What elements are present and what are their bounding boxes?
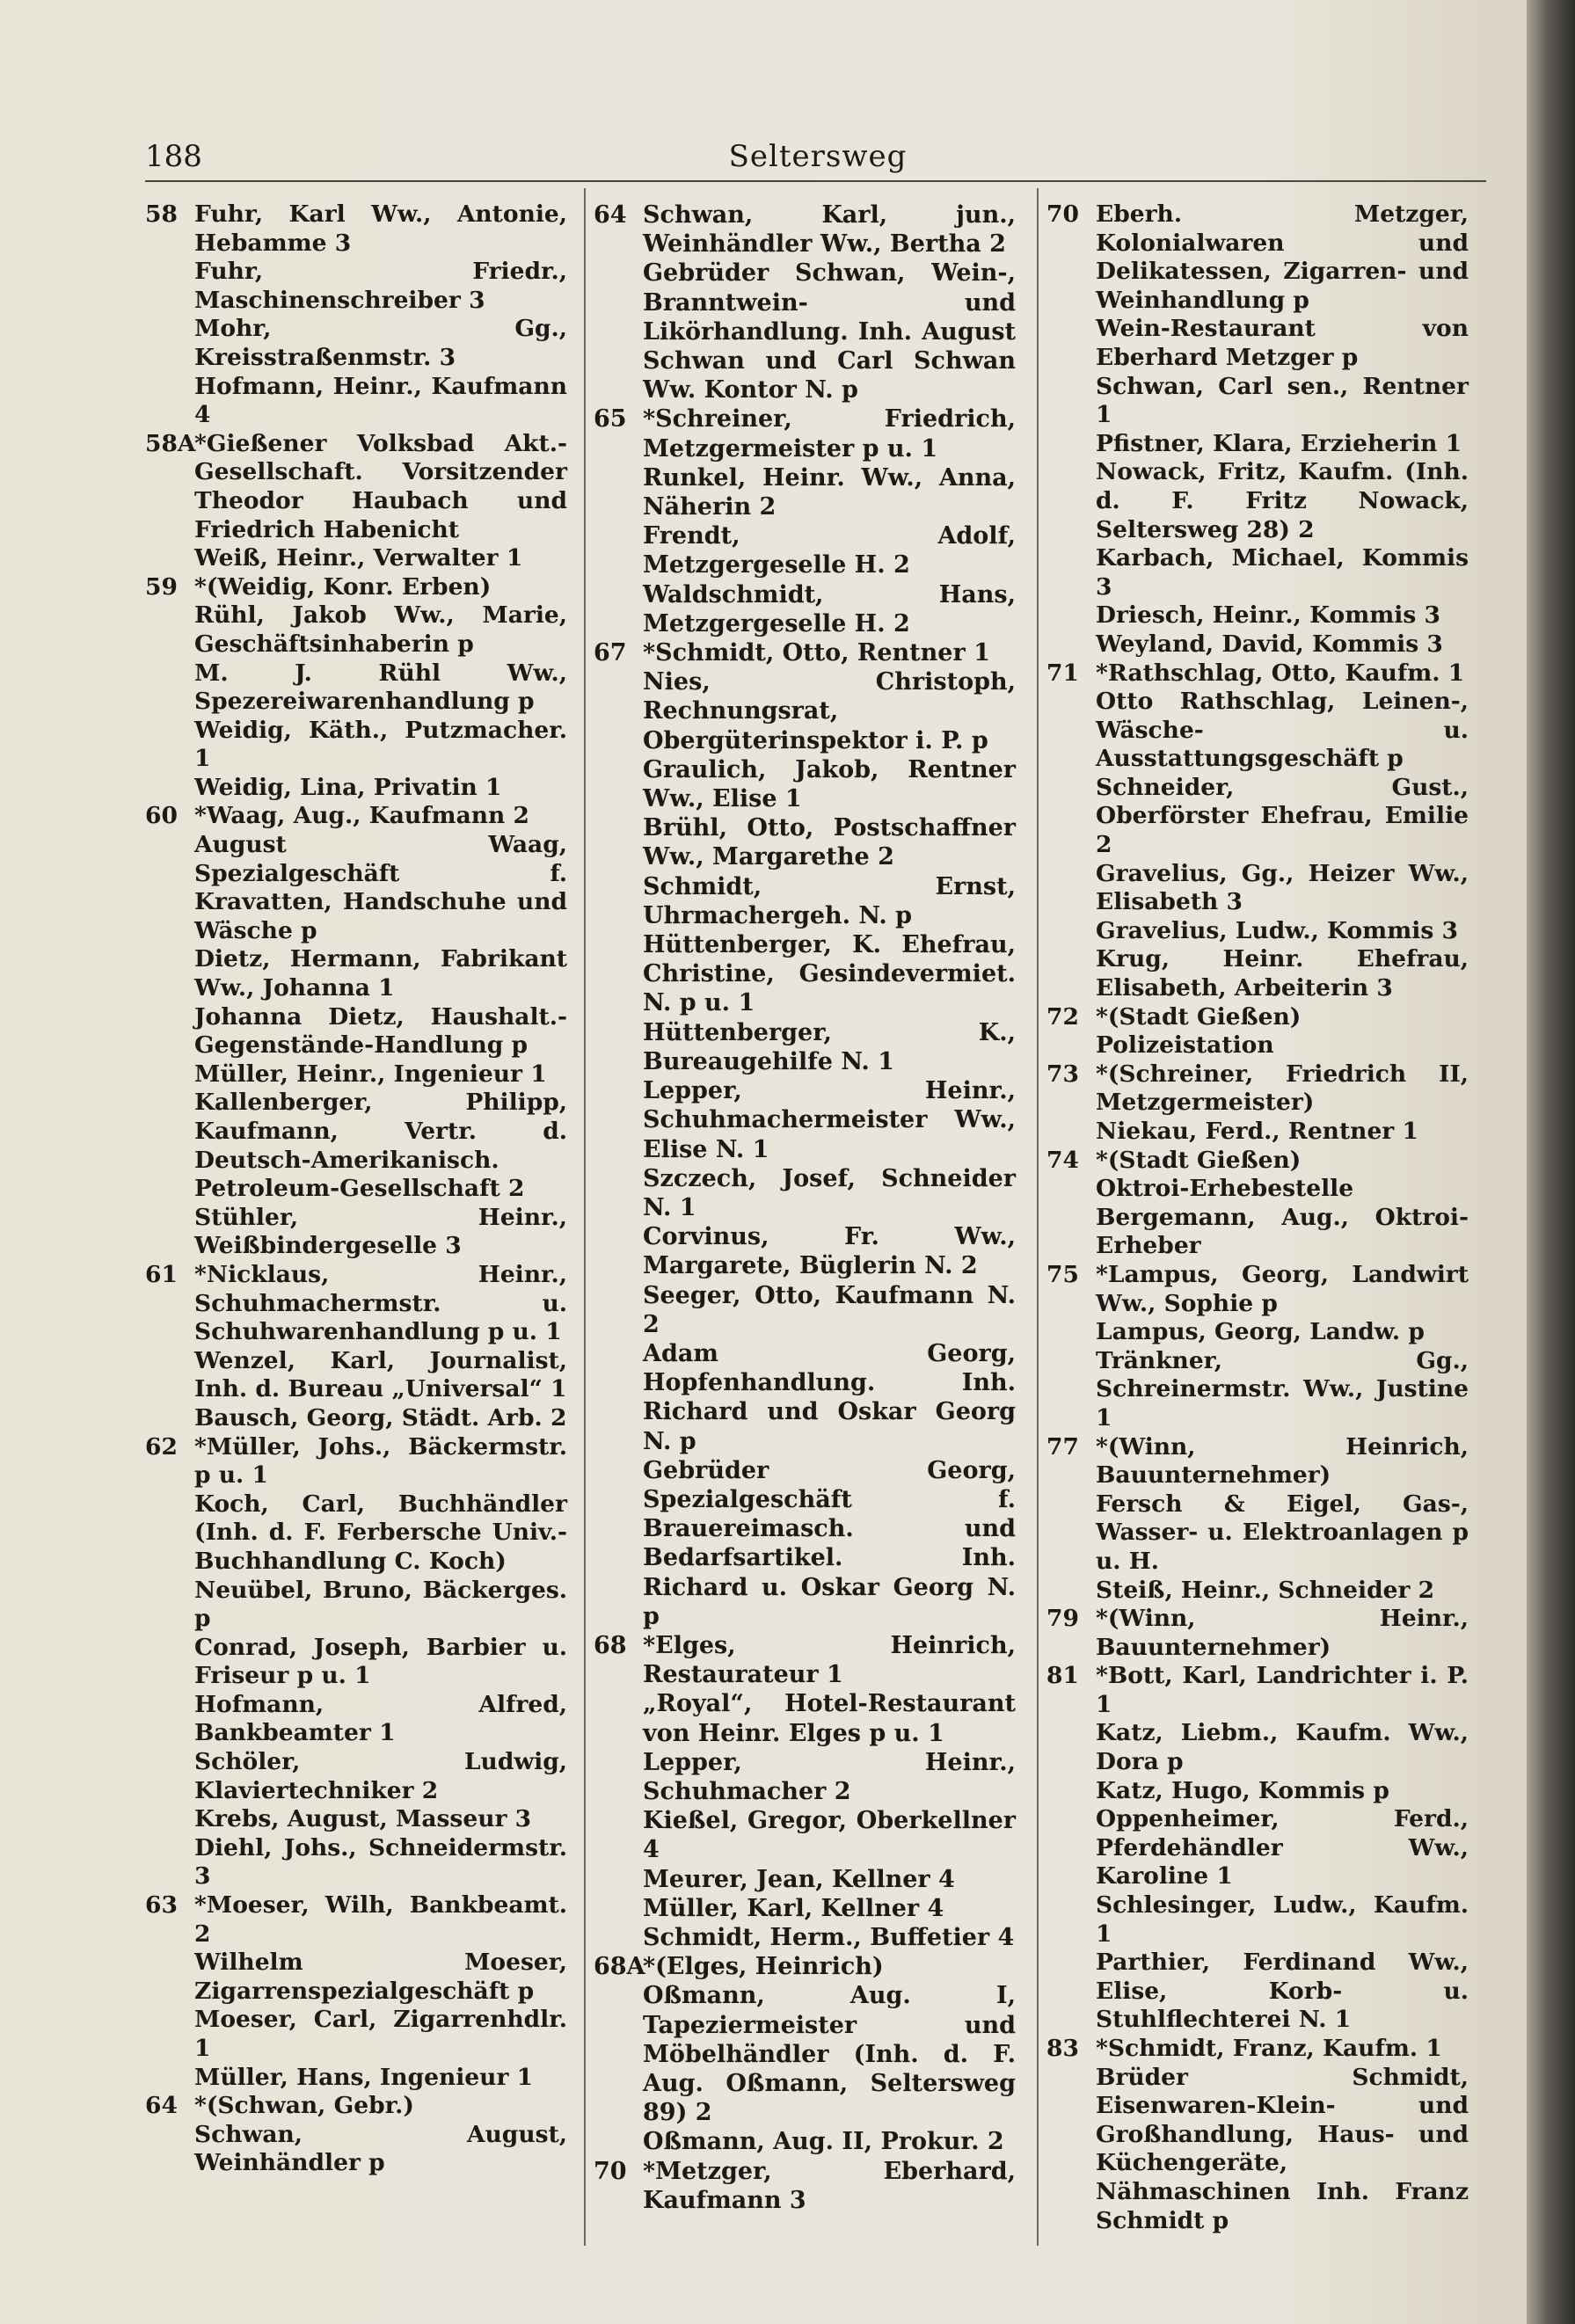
entry-text: Schneider, Gust., Oberförster Ehefrau, Emilie 2 xyxy=(1096,773,1469,859)
entry-text: Schmidt, Herm., Buffetier 4 xyxy=(643,1923,1015,1951)
entry-text: Krebs, August, Masseur 3 xyxy=(194,1805,532,1833)
house-number: 67 xyxy=(594,639,627,667)
house-number: 59 xyxy=(145,572,178,601)
directory-entry xyxy=(145,1003,567,1060)
entry-text: Johanna Dietz, Haushalt.-Gegenstände-Handlung p xyxy=(194,1002,567,1060)
entry-text: Adam Georg, Hopfenhandlung. Inh. Richard und Oskar Georg N. p xyxy=(643,1339,1016,1455)
directory-entry xyxy=(594,638,1016,667)
directory-entry xyxy=(1046,200,1469,315)
directory-entry xyxy=(594,521,1016,579)
directory-entry xyxy=(1046,1347,1469,1433)
house-number: 77 xyxy=(1046,1432,1079,1461)
directory-entry xyxy=(594,813,1016,871)
entry-text: Conrad, Joseph, Barbier u. Friseur p u. 1 xyxy=(194,1633,567,1690)
entry-text: Oppenheimer, Ferd., Pferdehändler Ww., Karoline 1 xyxy=(1096,1805,1469,1891)
column-divider xyxy=(1037,188,1039,2246)
directory-entry xyxy=(145,2121,567,2178)
directory-entry xyxy=(145,1433,567,1490)
entry-text: Gebrüder Schwan, Wein-, Branntwein- und Likörhandlung. Inh. August Schwan und Carl Schwan Ww. Kontor N. p xyxy=(643,259,1016,404)
house-number: 73 xyxy=(1046,1060,1079,1088)
directory-entry xyxy=(594,1952,1016,1981)
directory-entry xyxy=(1046,373,1469,430)
directory-entry xyxy=(1046,1605,1469,1662)
entry-text: Meurer, Jean, Kellner 4 xyxy=(643,1865,955,1893)
directory-entry xyxy=(1046,1175,1469,1204)
directory-entry xyxy=(1046,1577,1469,1606)
house-number: 74 xyxy=(1046,1146,1079,1174)
page-number: 188 xyxy=(145,139,202,174)
book-spine xyxy=(1527,0,1575,2324)
column-1 xyxy=(145,200,567,2178)
house-number: 83 xyxy=(1046,2035,1079,2062)
directory-entry xyxy=(145,1577,567,1634)
directory-entry xyxy=(594,1806,1016,1864)
directory-entry xyxy=(594,1222,1016,1280)
entry-text: Weyland, David, Kommis 3 xyxy=(1096,630,1443,658)
entry-text: *(Winn, Heinrich, Bauunternehmer) xyxy=(1096,1432,1469,1490)
directory-entry xyxy=(145,200,567,258)
directory-entry xyxy=(594,259,1016,404)
entry-text: Wenzel, Karl, Journalist, Inh. d. Bureau „Universal“ 1 xyxy=(194,1346,567,1403)
entry-text: Dietz, Hermann, Fabrikant Ww., Johanna 1 xyxy=(194,945,567,1002)
entry-text: *Bott, Karl, Landrichter i. P. 1 xyxy=(1096,1662,1469,1718)
entry-text: Bausch, Georg, Städt. Arb. 2 xyxy=(194,1403,567,1432)
entry-text: Lampus, Georg, Landw. p xyxy=(1096,1318,1425,1346)
entry-text: Tränkner, Gg., Schreinermstr. Ww., Justine 1 xyxy=(1096,1346,1469,1432)
entry-text: Hüttenberger, K., Bureaugehilfe N. 1 xyxy=(643,1018,1016,1075)
entry-text: Schwan, Karl, jun., Weinhändler Ww., Bertha 2 xyxy=(643,201,1016,259)
directory-entry xyxy=(145,802,567,831)
entry-text: *Waag, Aug., Kaufmann 2 xyxy=(194,802,529,830)
entry-text: Schwan, Carl sen., Rentner 1 xyxy=(1096,372,1469,429)
entry-text: Müller, Heinr., Ingenieur 1 xyxy=(194,1060,547,1088)
directory-entry xyxy=(594,872,1016,930)
directory-entry xyxy=(145,601,567,659)
directory-entry xyxy=(1046,458,1469,544)
entry-text: Brühl, Otto, Postschaffner Ww., Margarethe 2 xyxy=(643,814,1016,871)
directory-entry xyxy=(1046,1891,1469,1949)
entry-text: Weidig, Käth., Putzmacher. 1 xyxy=(194,716,567,773)
entry-text: Schwan, August, Weinhändler p xyxy=(194,2120,567,2177)
entry-text: Nies, Christoph, Rechnungsrat, Obergüterinspektor i. P. p xyxy=(643,668,1016,754)
directory-entry xyxy=(594,1456,1016,1631)
entry-text: *Metzger, Eberhard, Kaufmann 3 xyxy=(643,2157,1016,2214)
entry-text: Lepper, Heinr., Schuhmachermeister Ww., Elise N. 1 xyxy=(643,1077,1016,1163)
directory-entry xyxy=(1046,1003,1469,1032)
entry-text: Mohr, Gg., Kreisstraßenmstr. 3 xyxy=(194,315,567,371)
entry-text: *Rathschlag, Otto, Kaufm. 1 xyxy=(1096,659,1465,687)
directory-entry xyxy=(594,463,1016,521)
directory-entry xyxy=(594,1076,1016,1164)
entry-text: Karbach, Michael, Kommis 3 xyxy=(1096,544,1469,601)
entry-text: *Müller, Johs., Bäckermstr. p u. 1 xyxy=(194,1432,567,1490)
directory-entry xyxy=(1046,945,1469,1002)
directory-entry xyxy=(1046,1805,1469,1891)
directory-entry xyxy=(145,1404,567,1433)
entry-text: Parthier, Ferdinand Ww., Elise, Korb- u. Stuhlflechterei N. 1 xyxy=(1096,1949,1469,2034)
directory-entry xyxy=(1046,1949,1469,2035)
house-number: 64 xyxy=(145,2092,178,2120)
directory-entry xyxy=(1046,860,1469,917)
directory-entry xyxy=(145,717,567,774)
entry-text: *Lampus, Georg, Landwirt Ww., Sophie p xyxy=(1096,1260,1469,1317)
directory-entry xyxy=(145,831,567,945)
directory-entry xyxy=(594,2157,1016,2215)
house-number: 58A xyxy=(145,429,196,457)
entry-text: *Moeser, Wilh, Bankbeamt. 2 xyxy=(194,1891,567,1948)
entry-text: Gravelius, Ludw., Kommis 3 xyxy=(1096,916,1458,944)
house-number: 81 xyxy=(1046,1662,1079,1690)
entry-text: Corvinus, Fr. Ww., Margarete, Büglerin N. 2 xyxy=(643,1223,1016,1280)
house-number: 60 xyxy=(145,802,178,830)
entry-text: Niekau, Ferd., Rentner 1 xyxy=(1096,1118,1418,1145)
entry-text: *(Schreiner, Friedrich II, Metzgermeister) xyxy=(1096,1060,1469,1117)
directory-entry xyxy=(1046,1318,1469,1347)
entry-text: Krug, Heinr. Ehefrau, Elisabeth, Arbeiterin 3 xyxy=(1096,945,1469,1002)
directory-entry xyxy=(594,1981,1016,2127)
entry-text: Wilhelm Moeser, Zigarrenspezialgeschäft p xyxy=(194,1949,567,2005)
entry-text: M. J. Rühl Ww., Spezereiwarenhandlung p xyxy=(194,659,567,716)
directory-entry xyxy=(145,1060,567,1089)
directory-entry xyxy=(594,1281,1016,1339)
directory-entry xyxy=(1046,1719,1469,1776)
directory-entry xyxy=(1046,1060,1469,1118)
directory-entry xyxy=(594,2127,1016,2156)
entry-text: Fersch & Eigel, Gas-, Wasser- u. Elektroanlagen p u. H. xyxy=(1096,1490,1469,1575)
entry-text: *Schmidt, Otto, Rentner 1 xyxy=(643,639,990,667)
entry-text: *Schreiner, Friedrich, Metzgermeister p u. 1 xyxy=(643,405,1016,463)
directory-entry xyxy=(594,667,1016,755)
directory-entry xyxy=(145,1089,567,1203)
house-number: 64 xyxy=(594,201,627,229)
entry-text: Gebrüder Georg, Spezialgeschäft f. Brauereimasch. und Bedarfsartikel. Inh. Richard u. Oskar Georg N. p xyxy=(643,1456,1016,1630)
directory-entry xyxy=(145,945,567,1002)
directory-entry xyxy=(1046,1777,1469,1806)
entry-text: „Royal“, Hotel-Restaurant von Heinr. Elges p u. 1 xyxy=(643,1690,1016,1747)
entry-text: Hofmann, Alfred, Bankbeamter 1 xyxy=(194,1690,567,1747)
entry-text: Oßmann, Aug. II, Prokur. 2 xyxy=(643,2128,1004,2156)
directory-entry xyxy=(594,1339,1016,1456)
directory-entry xyxy=(1046,917,1469,946)
column-3 xyxy=(1046,200,1469,2235)
entry-text: Seeger, Otto, Kaufmann N. 2 xyxy=(643,1281,1016,1338)
entry-text: Schlesinger, Ludw., Kaufm. 1 xyxy=(1096,1891,1469,1948)
entry-text: Müller, Hans, Ingenieur 1 xyxy=(194,2063,534,2091)
house-number: 61 xyxy=(145,1260,178,1288)
entry-text: *Nicklaus, Heinr., Schuhmachermstr. u. Schuhwarenhandlung p u. 1 xyxy=(194,1260,567,1346)
directory-entry xyxy=(594,1748,1016,1806)
directory-entry xyxy=(1046,1433,1469,1490)
entry-text: Nowack, Fritz, Kaufm. (Inh. d. F. Fritz Nowack, Seltersweg 28) 2 xyxy=(1096,458,1469,543)
entry-text: *(Elges, Heinrich) xyxy=(643,1953,884,1981)
directory-entry xyxy=(145,1949,567,2006)
directory-entry xyxy=(1046,544,1469,601)
entry-text: Koch, Carl, Buchhändler (Inh. d. F. Ferbersche Univ.-Buchhandlung C. Koch) xyxy=(194,1490,567,1575)
house-number: 72 xyxy=(1046,1002,1079,1031)
directory-entry xyxy=(594,1631,1016,1689)
entry-text: *(Stadt Gießen) xyxy=(1096,1002,1302,1031)
directory-entry xyxy=(594,404,1016,463)
entry-text: Katz, Liebm., Kaufm. Ww., Dora p xyxy=(1096,1719,1469,1776)
directory-entry xyxy=(145,1891,567,1949)
entry-text: Katz, Hugo, Kommis p xyxy=(1096,1776,1389,1804)
directory-entry xyxy=(145,1834,567,1891)
house-number: 70 xyxy=(594,2157,627,2185)
directory-entry xyxy=(145,1805,567,1834)
entry-text: Polizeistation xyxy=(1096,1031,1274,1060)
directory-entry xyxy=(145,315,567,372)
entry-text: *Gießener Volksbad Akt.-Gesellschaft. Vorsitzender Theodor Haubach und Friedrich Habenicht xyxy=(194,429,567,543)
directory-entry xyxy=(145,2006,567,2063)
entry-text: *Schmidt, Franz, Kaufm. 1 xyxy=(1096,2035,1442,2062)
directory-entry xyxy=(1046,630,1469,659)
directory-entry xyxy=(594,1865,1016,1894)
entry-text: Fuhr, Karl Ww., Antonie, Hebamme 3 xyxy=(194,200,567,257)
directory-entry xyxy=(145,2092,567,2121)
directory-entry xyxy=(145,544,567,573)
directory-entry xyxy=(1046,1031,1469,1060)
entry-text: Lepper, Heinr., Schuhmacher 2 xyxy=(643,1748,1016,1805)
house-number: 75 xyxy=(1046,1260,1079,1288)
house-number: 65 xyxy=(594,405,627,433)
page-header xyxy=(145,139,1491,183)
entry-text: Szczech, Josef, Schneider N. 1 xyxy=(643,1164,1016,1221)
entry-text: Diehl, Johs., Schneidermstr. 3 xyxy=(194,1833,567,1891)
entry-text: Weidig, Lina, Privatin 1 xyxy=(194,773,502,801)
column-2 xyxy=(594,200,1016,2215)
entry-text: *(Schwan, Gebr.) xyxy=(194,2092,414,2120)
house-number: 79 xyxy=(1046,1605,1079,1633)
entry-text: *(Stadt Gießen) xyxy=(1096,1146,1302,1174)
entry-text: Weiß, Heinr., Verwalter 1 xyxy=(194,544,523,572)
directory-entry xyxy=(1046,601,1469,630)
directory-entry xyxy=(1046,774,1469,860)
house-number: 71 xyxy=(1046,659,1079,687)
directory-entry xyxy=(594,200,1016,259)
column-divider xyxy=(584,188,586,2246)
house-number: 62 xyxy=(145,1432,178,1461)
entry-text: Brüder Schmidt, Eisenwaren-Klein- und Großhandlung, Haus- und Küchengeräte, Nähmaschinen Inh. Franz Schmidt p xyxy=(1096,2063,1469,2234)
house-number: 68A xyxy=(594,1953,645,1981)
entry-text: Gravelius, Gg., Heizer Ww., Elisabeth 3 xyxy=(1096,859,1469,916)
entry-text: Bergemann, Aug., Oktroi-Erheber xyxy=(1096,1203,1469,1260)
page-title: Seltersweg xyxy=(728,139,908,174)
entry-text: Eberh. Metzger, Kolonialwaren und Delikatessen, Zigarren- und Weinhandlung p xyxy=(1096,200,1469,314)
entry-text: Otto Rathschlag, Leinen-, Wäsche- u. Ausstattungsgeschäft p xyxy=(1096,688,1469,773)
directory-entry xyxy=(1046,1261,1469,1318)
entry-text: Stühler, Heinr., Weißbindergeselle 3 xyxy=(194,1203,567,1260)
entry-text: Kallenberger, Philipp, Kaufmann, Vertr. d. Deutsch-Amerikanisch. Petroleum-Gesellschaft 2 xyxy=(194,1089,567,1203)
entry-text: Schöler, Ludwig, Klaviertechniker 2 xyxy=(194,1748,567,1804)
entry-text: Oßmann, Aug. I, Tapeziermeister und Möbelhändler (Inh. d. F. Aug. Oßmann, Seltersweg 89) 2 xyxy=(643,1982,1016,2127)
house-number: 68 xyxy=(594,1631,627,1659)
entry-text: Graulich, Jakob, Rentner Ww., Elise 1 xyxy=(643,755,1016,813)
directory-entry xyxy=(1046,1147,1469,1176)
house-number: 70 xyxy=(1046,200,1079,228)
entry-text: Runkel, Heinr. Ww., Anna, Näherin 2 xyxy=(643,463,1016,521)
directory-entry xyxy=(594,580,1016,638)
entry-text: Driesch, Heinr., Kommis 3 xyxy=(1096,601,1440,630)
directory-entry xyxy=(594,1164,1016,1222)
directory-entry xyxy=(145,1691,567,1748)
entry-text: Wein-Restaurant von Eberhard Metzger p xyxy=(1096,315,1469,371)
entry-text: Hofmann, Heinr., Kaufmann 4 xyxy=(194,372,567,429)
entry-text: Steiß, Heinr., Schneider 2 xyxy=(1096,1576,1435,1604)
directory-entry xyxy=(1046,430,1469,459)
directory-entry xyxy=(145,430,567,544)
entry-text: *(Winn, Heinr., Bauunternehmer) xyxy=(1096,1605,1469,1661)
entry-text: Neuübel, Bruno, Bäckerges. p xyxy=(194,1576,567,1633)
directory-entry xyxy=(1046,2035,1469,2064)
directory-entry xyxy=(145,1490,567,1577)
directory-entry xyxy=(145,1748,567,1805)
directory-entry xyxy=(145,2064,567,2093)
directory-entry xyxy=(1046,1204,1469,1261)
directory-entry xyxy=(594,1894,1016,1923)
entry-text: Hüttenberger, K. Ehefrau, Christine, Gesindevermiet. N. p u. 1 xyxy=(643,931,1016,1017)
entry-text: Schmidt, Ernst, Uhrmachergeh. N. p xyxy=(643,872,1016,929)
entry-text: Pfistner, Klara, Erzieherin 1 xyxy=(1096,429,1462,457)
directory-entry xyxy=(145,1261,567,1347)
entry-text: *Elges, Heinrich, Restaurateur 1 xyxy=(643,1631,1016,1689)
directory-entry xyxy=(145,1634,567,1691)
directory-entry xyxy=(145,573,567,602)
directory-entry xyxy=(594,1923,1016,1952)
entry-text: Oktroi-Erhebestelle xyxy=(1096,1175,1354,1203)
header-rule xyxy=(145,180,1486,182)
directory-entry xyxy=(145,1347,567,1404)
entry-text: Kießel, Gregor, Oberkellner 4 xyxy=(643,1807,1016,1864)
directory-entry xyxy=(594,1018,1016,1076)
directory-entry xyxy=(1046,2064,1469,2236)
directory-entry xyxy=(1046,315,1469,372)
entry-text: Frendt, Adolf, Metzgergeselle H. 2 xyxy=(643,522,1016,579)
directory-entry xyxy=(145,1204,567,1261)
house-number: 58 xyxy=(145,200,178,228)
entry-text: Rühl, Jakob Ww., Marie, Geschäftsinhaberin p xyxy=(194,601,567,658)
directory-entry xyxy=(594,930,1016,1018)
directory-entry xyxy=(1046,1662,1469,1719)
directory-entry xyxy=(1046,688,1469,774)
directory-entry xyxy=(145,258,567,315)
directory-entry xyxy=(1046,659,1469,688)
entry-text: *(Weidig, Konr. Erben) xyxy=(194,572,492,601)
directory-entry xyxy=(594,1689,1016,1747)
entry-text: Fuhr, Friedr., Maschinenschreiber 3 xyxy=(194,258,567,314)
directory-entry xyxy=(145,373,567,430)
entry-text: Waldschmidt, Hans, Metzgergeselle H. 2 xyxy=(643,580,1016,637)
directory-entry xyxy=(1046,1118,1469,1147)
directory-entry xyxy=(1046,1490,1469,1577)
entry-text: August Waag, Spezialgeschäft f. Kravatten, Handschuhe und Wäsche p xyxy=(194,831,567,944)
directory-entry xyxy=(145,659,567,717)
entry-text: Müller, Karl, Kellner 4 xyxy=(643,1894,944,1922)
directory-entry xyxy=(594,755,1016,813)
house-number: 63 xyxy=(145,1891,178,1920)
entry-text: Moeser, Carl, Zigarrenhdlr. 1 xyxy=(194,2006,567,2062)
directory-entry xyxy=(145,774,567,803)
